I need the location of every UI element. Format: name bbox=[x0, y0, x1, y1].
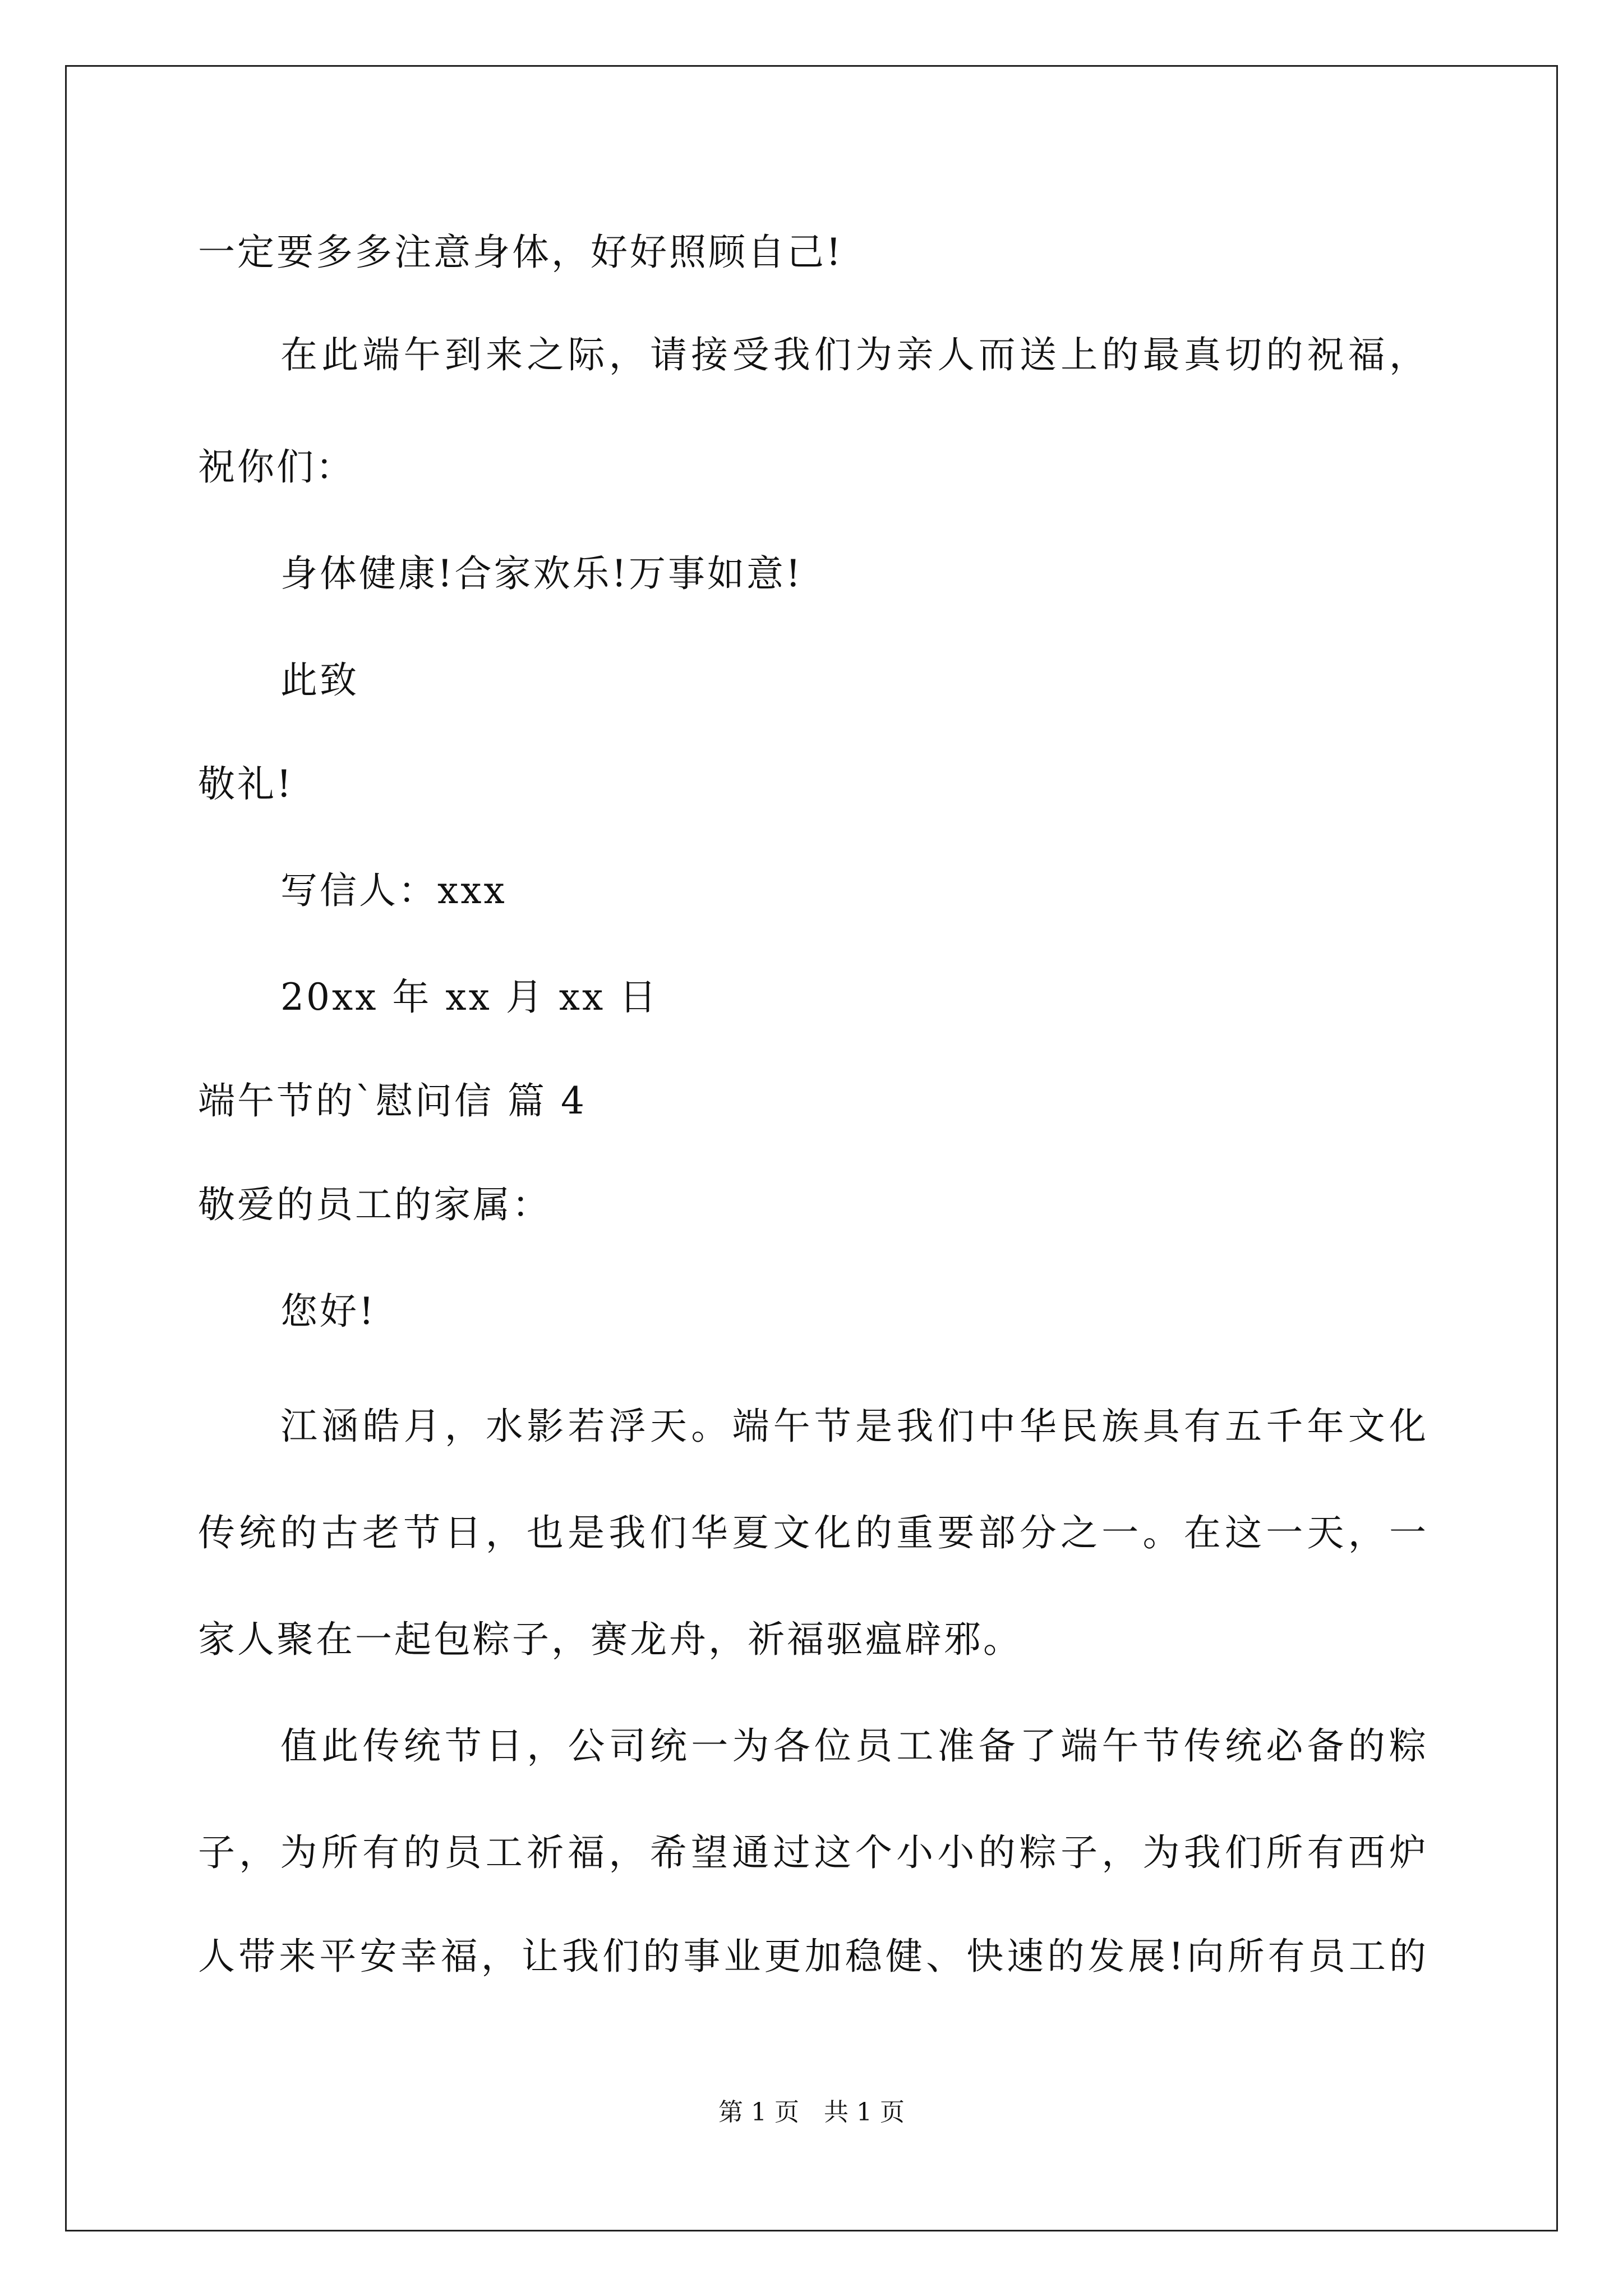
page-border bbox=[65, 65, 1558, 2231]
text-line: 敬礼! bbox=[198, 762, 294, 806]
section-heading: 端午节的`慰问信 篇 4 bbox=[198, 1079, 587, 1122]
text-line: 江涵皓月，水影若浮天。端午节是我们中华民族具有五千年文化 bbox=[280, 1405, 1426, 1448]
greeting: 您好! bbox=[280, 1290, 376, 1333]
text-line: 子，为所有的员工祈福，希望通过这个小小的粽子，为我们所有西炉 bbox=[198, 1831, 1426, 1874]
text-line: 写信人：xxx bbox=[280, 869, 507, 912]
text-line: 家人聚在一起包粽子，赛龙舟，祈福驱瘟辟邪。 bbox=[198, 1618, 1022, 1661]
text-line: 在此端午到来之际，请接受我们为亲人而送上的最真切的祝福， bbox=[280, 333, 1426, 376]
text-line: 一定要多多注意身体，好好照顾自己! bbox=[198, 231, 843, 274]
text-line: 身体健康!合家欢乐!万事如意! bbox=[280, 552, 803, 595]
text-line: 人带来平安幸福，让我们的事业更加稳健、快速的发展!向所有员工的 bbox=[198, 1935, 1426, 1978]
text-line: 值此传统节日，公司统一为各位员工准备了端午节传统必备的粽 bbox=[280, 1724, 1426, 1768]
salutation: 敬爱的员工的家属： bbox=[198, 1183, 551, 1226]
text-line: 20xx 年 xx 月 xx 日 bbox=[280, 976, 659, 1019]
text-line: 祝你们： bbox=[198, 445, 355, 489]
page-footer: 第 1 页 共 1 页 bbox=[718, 2098, 905, 2127]
text-line: 传统的古老节日，也是我们华夏文化的重要部分之一。在这一天，一 bbox=[198, 1511, 1426, 1554]
text-line: 此致 bbox=[280, 659, 359, 702]
